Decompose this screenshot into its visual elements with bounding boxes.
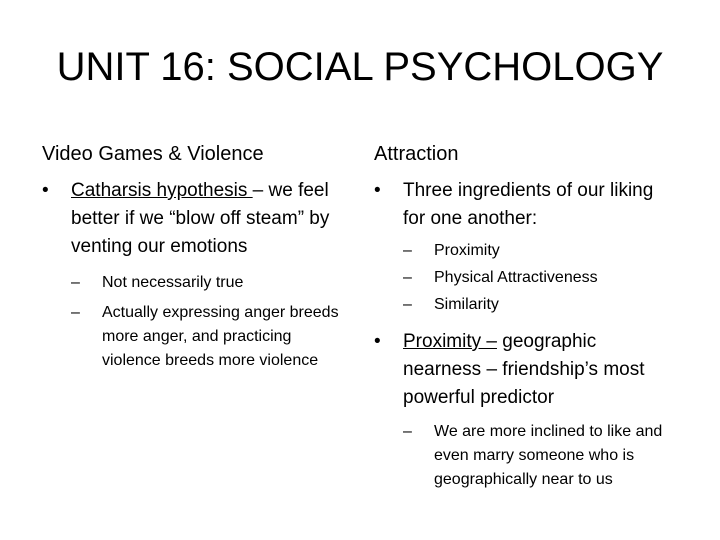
sub-item-text: We are more inclined to like and even marry someone who is geographically near to us [434,423,663,488]
proximity-sub-list [403,420,674,492]
catharsis-bullet [42,177,342,261]
right-column-heading: Attraction [374,143,459,165]
sub-list-item [403,264,674,291]
left-column [42,140,342,373]
catharsis-definition: – we feel better if we “blow off steam” by venting our emotions [71,180,330,257]
catharsis-sub-list [71,271,342,373]
proximity-term: Proximity – [403,331,497,352]
dash-marker: – [71,274,80,291]
proximity-bullet [374,328,674,412]
dash-marker: – [403,296,412,313]
sub-item-text: Not necessarily true [102,274,244,291]
dash-marker: – [403,423,412,440]
sub-item-text: Actually expressing anger breeds more anger, and practicing violence breeds more violence [102,304,339,369]
ingredients-sub-list [403,237,674,318]
left-column-heading: Video Games & Violence [42,143,264,165]
sub-list-item [403,291,674,318]
bullet-marker: • [374,331,381,352]
bullet-marker: • [42,180,49,201]
catharsis-term: Catharsis hypothesis [71,180,253,201]
sub-item-text: Similarity [434,296,499,313]
ingredients-bullet [374,177,674,233]
sub-list-item [71,301,342,373]
right-column [374,140,674,492]
sub-item-text: Physical Attractiveness [434,269,598,286]
dash-marker: – [403,269,412,286]
sub-list-item [403,237,674,264]
sub-list-item [71,271,342,295]
sub-item-text: Proximity [434,242,500,259]
slide-title: UNIT 16: SOCIAL PSYCHOLOGY [56,45,664,89]
proximity-definition: geographic nearness – friendship’s most powerful predictor [403,331,645,408]
dash-marker: – [71,304,80,321]
dash-marker: – [403,242,412,259]
bullet-marker: • [374,180,381,201]
ingredients-text: Three ingredients of our liking for one another: [403,180,654,229]
sub-list-item [403,420,674,492]
